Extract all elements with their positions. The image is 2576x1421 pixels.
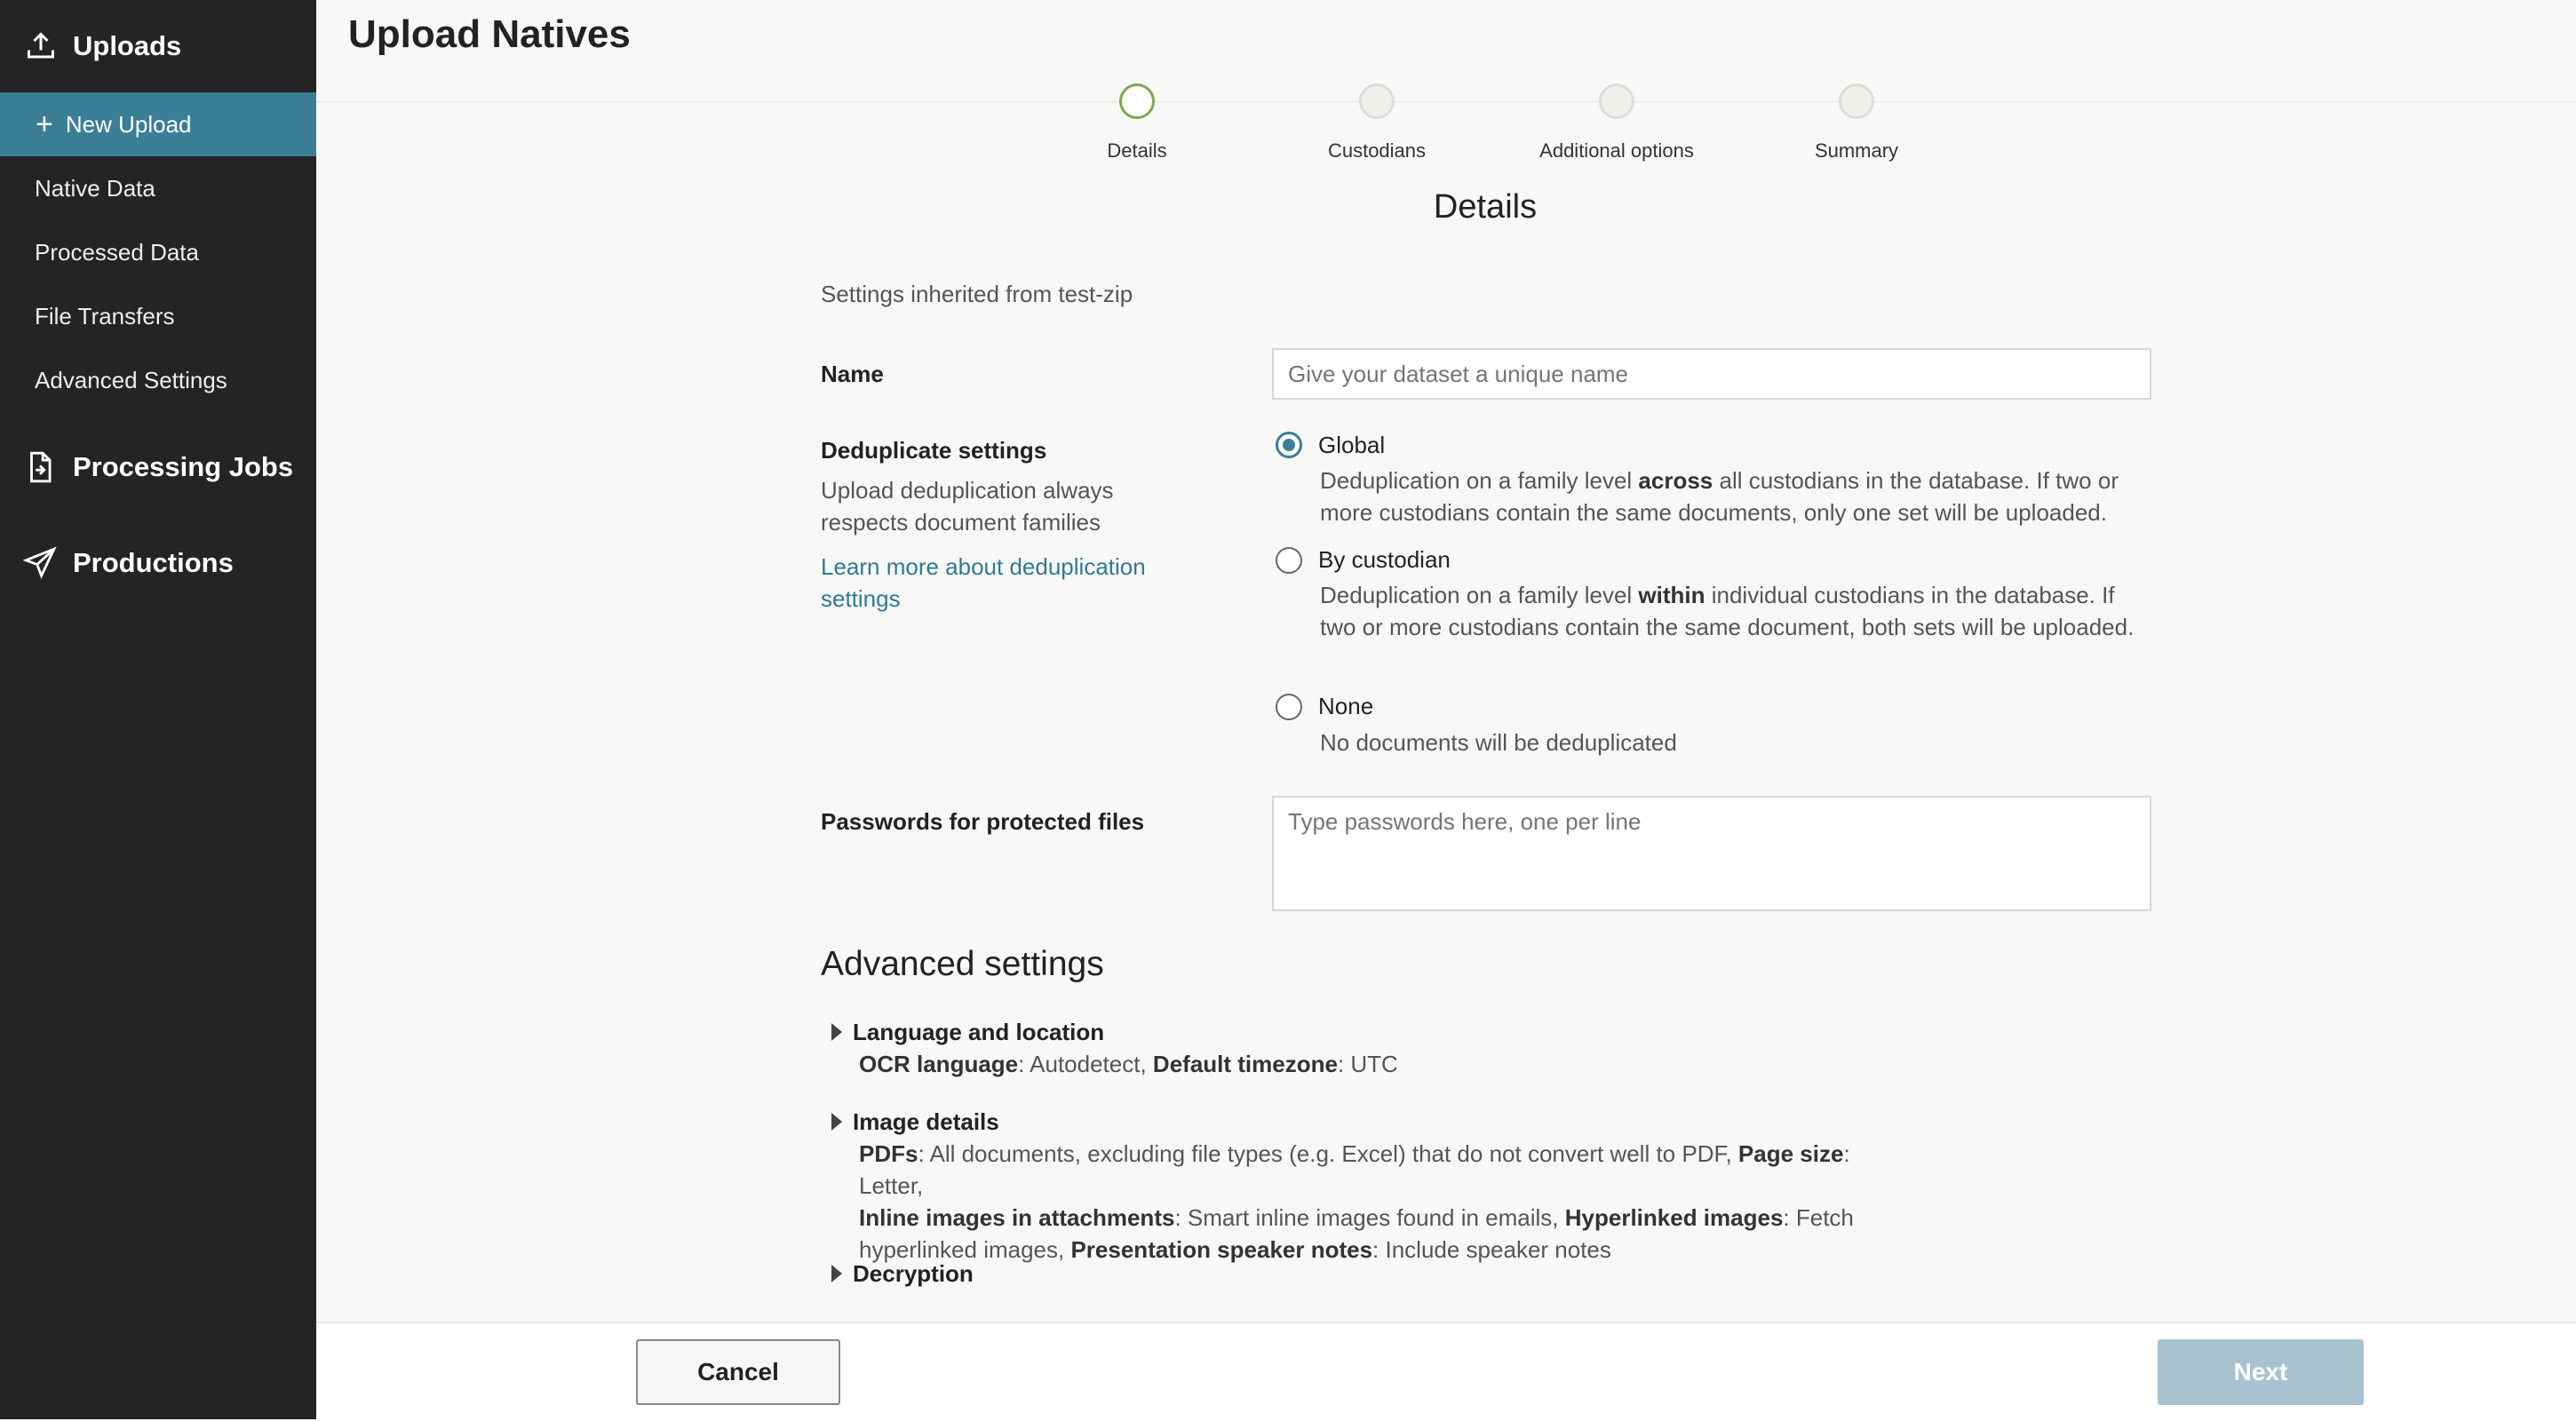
- step-details-label[interactable]: Details: [1107, 139, 1167, 162]
- step-additional-options-label[interactable]: Additional options: [1539, 139, 1694, 162]
- sidebar-group-processing-jobs[interactable]: [0, 419, 316, 515]
- page-title: Upload Natives: [348, 12, 631, 56]
- upload-icon: [25, 30, 57, 62]
- image-details-summary: PDFs: All documents, excluding file types (e.g. Excel) that do not convert well to PDF, Page size: Letter, Inline images in attachments: Smart inline images found in emails, Hyperlinked images: Fetch hyperlinked images, Presentation speaker notes: Include speaker notes: [859, 1140, 1854, 1263]
- cancel-button[interactable]: Cancel: [636, 1339, 840, 1405]
- advanced-settings-heading: Advanced settings: [821, 945, 1104, 983]
- step-summary-indicator[interactable]: [1839, 83, 1874, 119]
- sidebar-item-native-data[interactable]: [0, 156, 316, 220]
- image-details-toggle[interactable]: Image details: [853, 1108, 999, 1135]
- caret-right-icon[interactable]: [831, 1023, 842, 1041]
- sidebar-item-label: File Transfers: [35, 302, 175, 329]
- name-input[interactable]: [1272, 348, 2151, 400]
- dedupe-none-description: No documents will be deduplicated: [1320, 729, 1677, 756]
- step-details-indicator[interactable]: [1119, 83, 1155, 119]
- sidebar-group-productions[interactable]: [0, 515, 316, 611]
- dedupe-none-label[interactable]: None: [1318, 693, 1374, 719]
- step-custodians-label[interactable]: Custodians: [1327, 139, 1427, 162]
- dedupe-none-radio[interactable]: [1276, 694, 1302, 720]
- sidebar-item-label: Processed Data: [35, 238, 199, 266]
- sidebar-item-file-transfers[interactable]: [0, 284, 316, 348]
- dedupe-global-label[interactable]: Global: [1318, 432, 1386, 458]
- send-icon: [23, 546, 57, 580]
- sidebar-item-label: Native Data: [35, 174, 155, 202]
- sidebar-item-advanced-settings[interactable]: [0, 348, 316, 412]
- dedupe-global-description: Deduplication on a family level across all custodians in the database. If two or more custodians contain the same documents, only one set will be uploaded.: [1320, 467, 2119, 526]
- dedupe-global-radio[interactable]: [1276, 432, 1302, 458]
- sidebar-item-label: New Upload: [65, 110, 192, 138]
- section-heading-details: Details: [1433, 188, 1538, 226]
- caret-right-icon[interactable]: [831, 1113, 842, 1131]
- footer-bar: [316, 1322, 2576, 1421]
- sidebar-header-uploads[interactable]: [0, 0, 316, 92]
- caret-right-icon[interactable]: [831, 1265, 842, 1282]
- dedupe-by-custodian-radio[interactable]: [1276, 547, 1302, 574]
- plus-icon: +: [36, 107, 53, 141]
- sidebar-item-processed-data[interactable]: [0, 220, 316, 284]
- step-custodians-indicator[interactable]: [1359, 83, 1395, 119]
- dedupe-learn-more-link[interactable]: Learn more about deduplication settings: [821, 553, 1146, 612]
- language-location-toggle[interactable]: Language and location: [853, 1019, 1105, 1045]
- passwords-label: Passwords for protected files: [821, 808, 1145, 835]
- inherited-settings-text: Settings inherited from test-zip: [821, 281, 1133, 307]
- header-divider: [316, 101, 2576, 102]
- sidebar-group-label: Processing Jobs: [73, 451, 294, 482]
- main-content: [316, 0, 2576, 1419]
- step-summary-label[interactable]: Summary: [1814, 139, 1899, 162]
- sidebar-group-label: Productions: [73, 547, 234, 578]
- sidebar-item-new-upload[interactable]: [0, 92, 316, 156]
- sidebar-header-label: Uploads: [73, 30, 182, 61]
- sidebar-item-label: Advanced Settings: [35, 366, 227, 393]
- step-additional-options-indicator[interactable]: [1599, 83, 1634, 119]
- sidebar: [0, 0, 316, 1419]
- dedupe-label: Deduplicate settings: [821, 437, 1047, 464]
- passwords-textarea[interactable]: [1272, 796, 2151, 911]
- dedupe-description: Upload deduplication always respects document families: [821, 477, 1114, 536]
- name-label: Name: [821, 361, 884, 387]
- document-icon: [23, 450, 57, 484]
- language-location-summary: OCR language: Autodetect, Default timezone: UTC: [859, 1051, 1398, 1077]
- dedupe-by-custodian-description: Deduplication on a family level within individual custodians in the database. If two or more custodians contain the same document, both sets will be uploaded.: [1320, 582, 2135, 640]
- next-button[interactable]: Next: [2158, 1339, 2364, 1405]
- decryption-toggle[interactable]: Decryption: [853, 1260, 974, 1287]
- dedupe-by-custodian-label[interactable]: By custodian: [1318, 546, 1451, 573]
